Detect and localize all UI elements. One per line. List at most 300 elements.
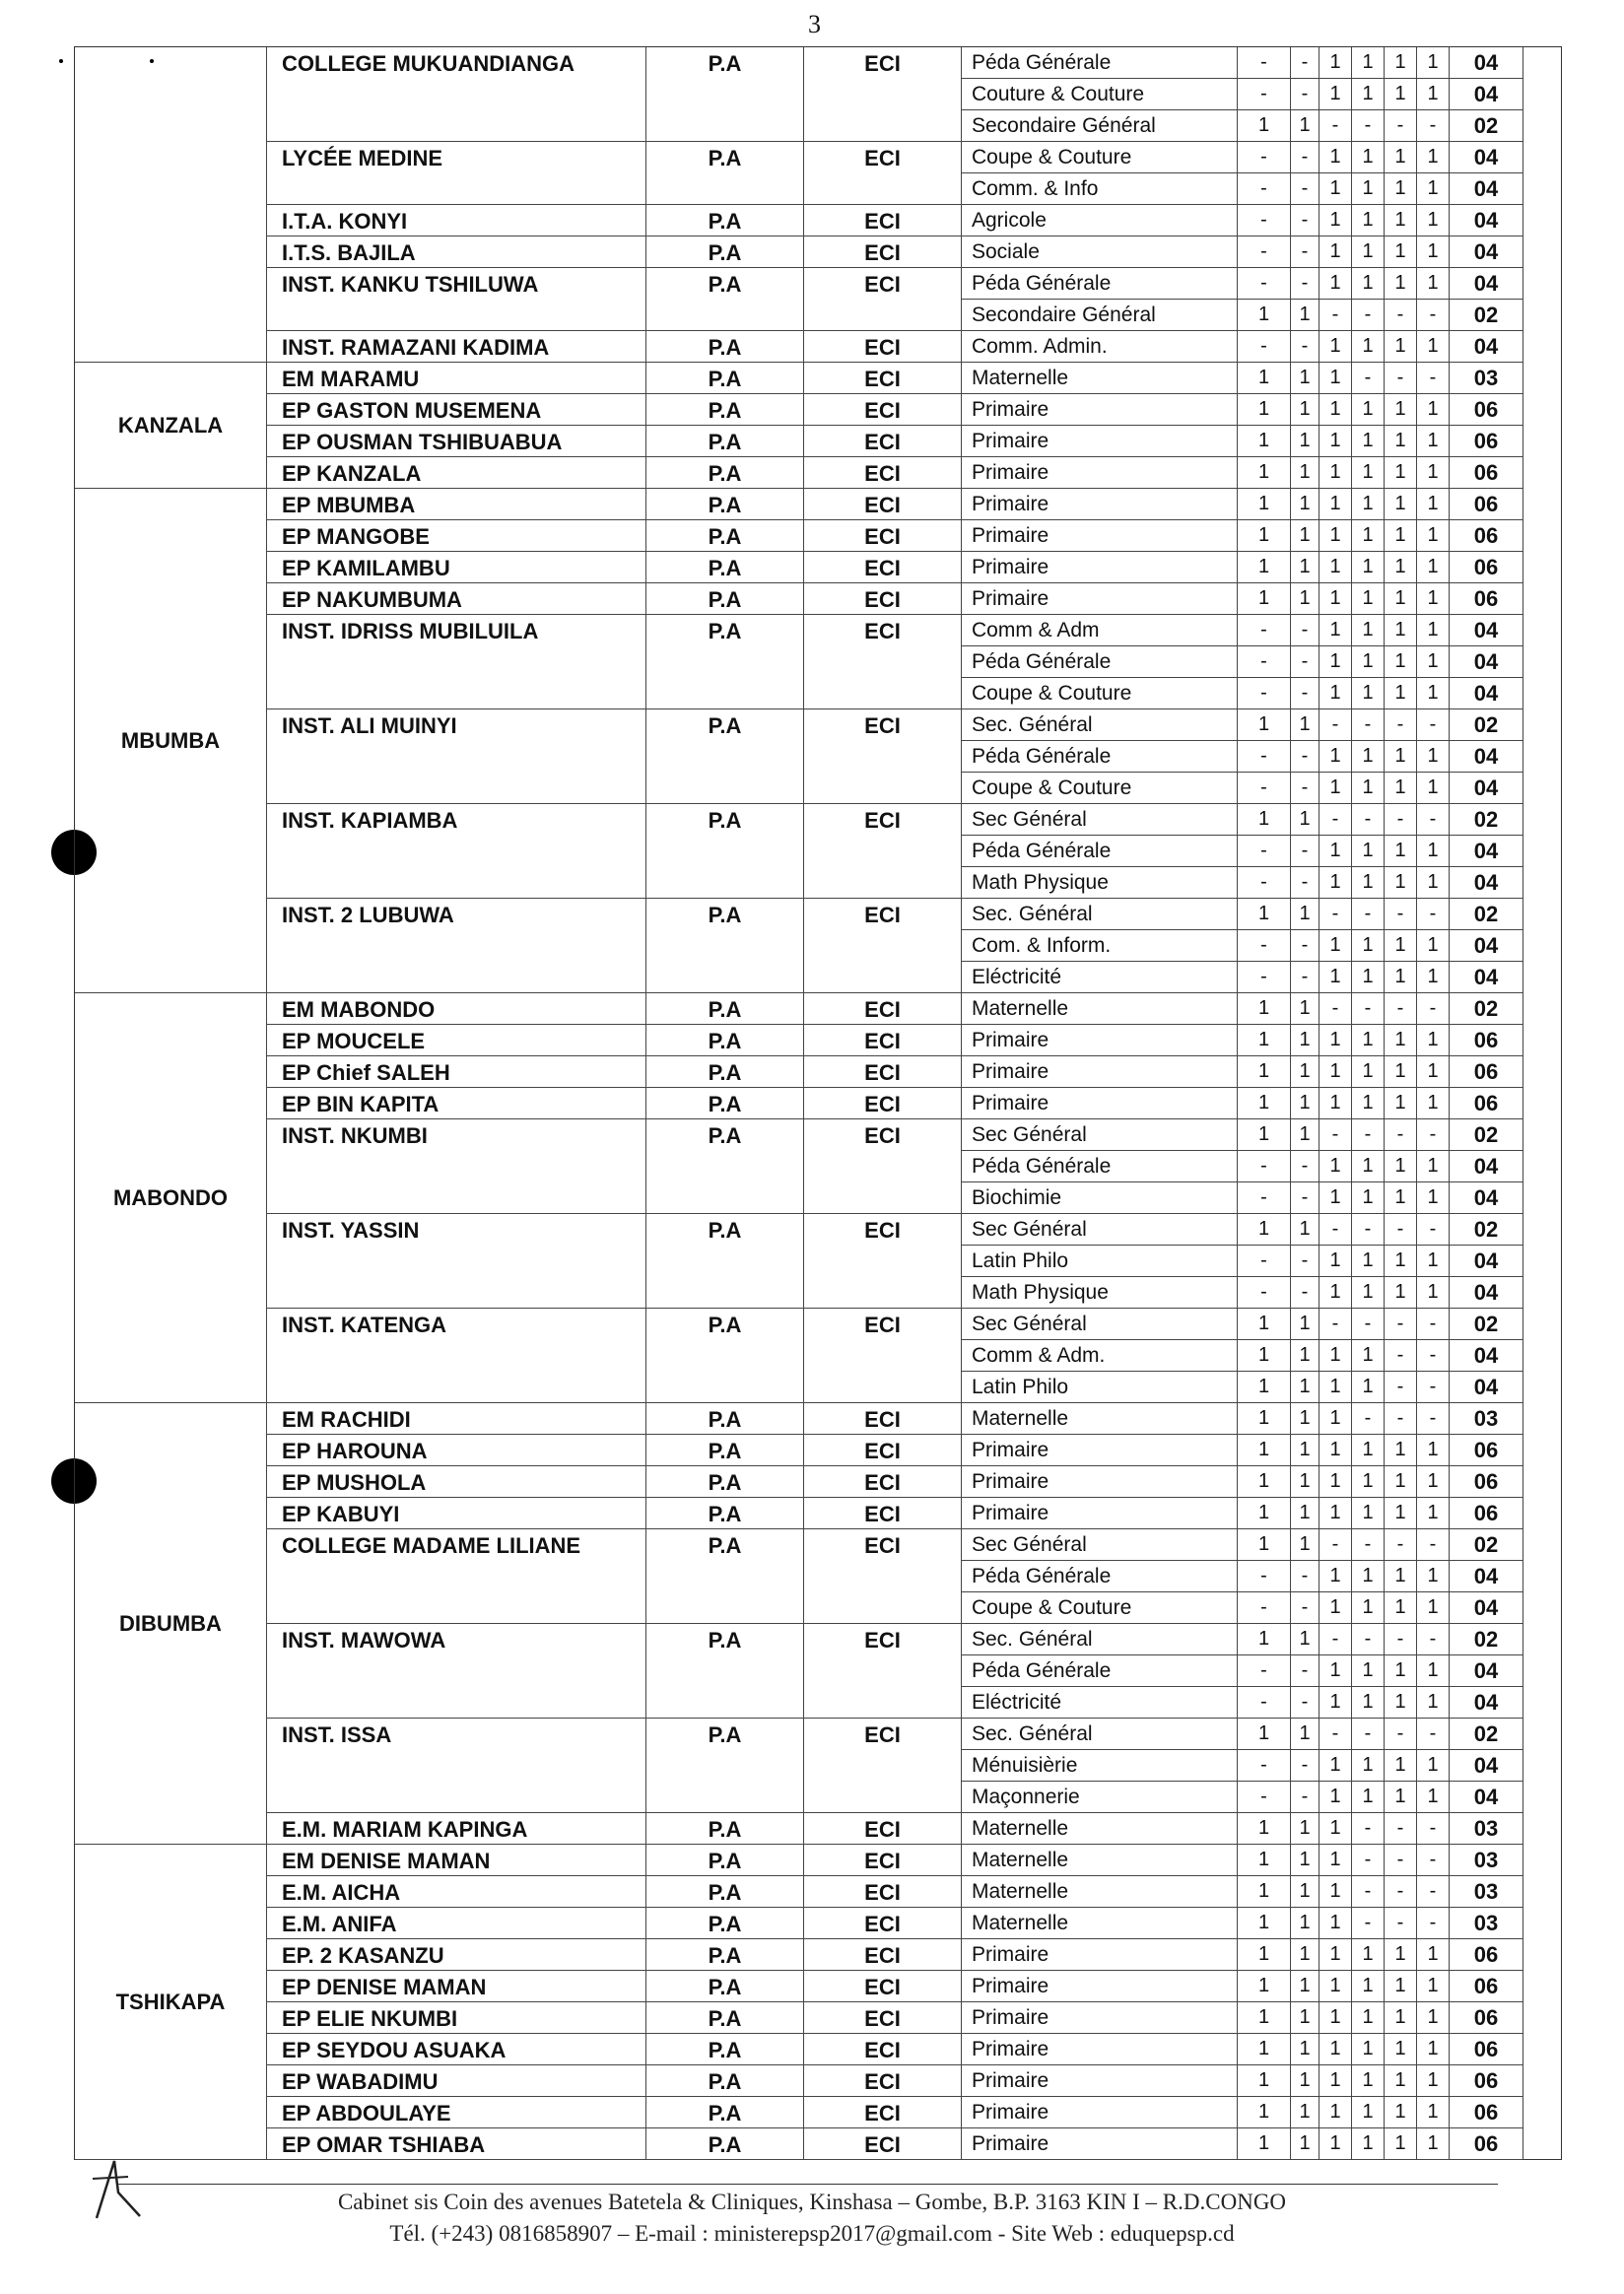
school-name: EP OUSMAN TSHIBUABUA — [267, 426, 646, 457]
class-count: - — [1291, 1655, 1320, 1687]
class-count: 1 — [1385, 2097, 1417, 2128]
class-count: 1 — [1417, 173, 1450, 205]
school-status: P.A — [646, 205, 804, 236]
class-count: 1 — [1352, 1182, 1385, 1214]
class-count: 1 — [1352, 47, 1385, 79]
class-count: 1 — [1352, 867, 1385, 899]
class-count: - — [1417, 110, 1450, 142]
class-count: 1 — [1385, 1151, 1417, 1182]
section-total: 06 — [1450, 520, 1523, 552]
section-name: Secondaire Général — [962, 300, 1238, 331]
section-total: 04 — [1450, 331, 1523, 363]
class-count: 1 — [1320, 394, 1352, 426]
class-count: 1 — [1417, 2065, 1450, 2097]
school-status: P.A — [646, 1056, 804, 1088]
school-regime: ECI — [804, 1056, 962, 1088]
class-count: 1 — [1352, 2097, 1385, 2128]
section-total: 04 — [1450, 79, 1523, 110]
class-count: 1 — [1352, 142, 1385, 173]
section-name: Maternelle — [962, 1845, 1238, 1876]
class-count: 1 — [1385, 2034, 1417, 2065]
class-count: - — [1320, 1309, 1352, 1340]
school-status: P.A — [646, 2128, 804, 2160]
class-count: 1 — [1320, 552, 1352, 583]
class-count: 1 — [1417, 47, 1450, 79]
school-status: P.A — [646, 1845, 804, 1876]
class-count: 1 — [1385, 173, 1417, 205]
school-regime: ECI — [804, 426, 962, 457]
school-regime: ECI — [804, 2128, 962, 2160]
class-count: 1 — [1291, 1971, 1320, 2002]
class-count: - — [1291, 1277, 1320, 1309]
class-count: - — [1385, 1372, 1417, 1403]
class-count: - — [1385, 110, 1417, 142]
section-total: 04 — [1450, 1687, 1523, 1719]
class-count: 1 — [1238, 1309, 1291, 1340]
section-name: Com. & Inform. — [962, 930, 1238, 962]
section-name: Primaire — [962, 2002, 1238, 2034]
school-status: P.A — [646, 1939, 804, 1971]
class-count: 1 — [1417, 2097, 1450, 2128]
section-total: 06 — [1450, 1435, 1523, 1466]
class-count: 1 — [1385, 79, 1417, 110]
class-count: 1 — [1320, 1025, 1352, 1056]
class-count: 1 — [1417, 1498, 1450, 1529]
class-count: 1 — [1385, 646, 1417, 678]
section-name: Primaire — [962, 1435, 1238, 1466]
section-total: 02 — [1450, 1719, 1523, 1750]
section-total: 06 — [1450, 1056, 1523, 1088]
class-count: 1 — [1417, 552, 1450, 583]
class-count: 1 — [1291, 709, 1320, 741]
class-count: 1 — [1417, 836, 1450, 867]
section-total: 04 — [1450, 646, 1523, 678]
class-count: 1 — [1238, 552, 1291, 583]
class-count: - — [1352, 1214, 1385, 1246]
class-count: 1 — [1291, 1529, 1320, 1561]
school-status: P.A — [646, 236, 804, 268]
class-count: 1 — [1238, 804, 1291, 836]
class-count: 1 — [1385, 205, 1417, 236]
section-total: 06 — [1450, 1025, 1523, 1056]
class-count: 1 — [1352, 1151, 1385, 1182]
class-count: 1 — [1417, 268, 1450, 300]
region-name: DIBUMBA — [75, 1403, 267, 1845]
class-count: 1 — [1320, 489, 1352, 520]
school-status: P.A — [646, 426, 804, 457]
class-count: 1 — [1320, 1971, 1352, 2002]
footer-rule — [118, 2184, 1498, 2185]
class-count: 1 — [1385, 615, 1417, 646]
section-name: Couture & Couture — [962, 79, 1238, 110]
region-name: KANZALA — [75, 363, 267, 489]
class-count: - — [1417, 709, 1450, 741]
section-name: Péda Générale — [962, 47, 1238, 79]
class-count: - — [1238, 205, 1291, 236]
section-name: Primaire — [962, 457, 1238, 489]
school-status: P.A — [646, 47, 804, 142]
class-count: - — [1385, 1813, 1417, 1845]
class-count: 1 — [1352, 583, 1385, 615]
class-count: 1 — [1238, 394, 1291, 426]
school-name: I.T.S. BAJILA — [267, 236, 646, 268]
section-name: Sec Général — [962, 1214, 1238, 1246]
class-count: 1 — [1291, 1813, 1320, 1845]
section-total: 04 — [1450, 1246, 1523, 1277]
class-count: - — [1238, 1277, 1291, 1309]
class-count: 1 — [1291, 2128, 1320, 2160]
school-name: EP NAKUMBUMA — [267, 583, 646, 615]
section-total: 02 — [1450, 899, 1523, 930]
class-count: - — [1417, 1813, 1450, 1845]
class-count: 1 — [1352, 489, 1385, 520]
class-count: 1 — [1417, 1277, 1450, 1309]
school-name: LYCÉE MEDINE — [267, 142, 646, 205]
region-name: TSHIKAPA — [75, 1845, 267, 2160]
class-count: - — [1385, 709, 1417, 741]
class-count: 1 — [1352, 79, 1385, 110]
class-count: 1 — [1320, 1498, 1352, 1529]
school-name: E.M. ANIFA — [267, 1908, 646, 1939]
class-count: - — [1417, 804, 1450, 836]
class-count: - — [1320, 300, 1352, 331]
class-count: 1 — [1417, 1561, 1450, 1592]
class-count: - — [1417, 1403, 1450, 1435]
class-count: - — [1385, 1214, 1417, 1246]
class-count: 1 — [1320, 331, 1352, 363]
class-count: 1 — [1352, 552, 1385, 583]
class-count: 1 — [1320, 2128, 1352, 2160]
section-name: Primaire — [962, 2097, 1238, 2128]
class-count: 1 — [1385, 1498, 1417, 1529]
school-name: EP ELIE NKUMBI — [267, 2002, 646, 2034]
class-count: - — [1352, 1403, 1385, 1435]
class-count: 1 — [1320, 1561, 1352, 1592]
section-name: Péda Générale — [962, 741, 1238, 773]
section-total: 04 — [1450, 1340, 1523, 1372]
school-name: EP KAMILAMBU — [267, 552, 646, 583]
class-count: 1 — [1417, 2128, 1450, 2160]
school-regime: ECI — [804, 457, 962, 489]
class-count: - — [1291, 1592, 1320, 1624]
class-count: 1 — [1238, 363, 1291, 394]
school-regime: ECI — [804, 1908, 962, 1939]
class-count: 1 — [1291, 1340, 1320, 1372]
class-count: - — [1238, 1246, 1291, 1277]
class-count: 1 — [1320, 615, 1352, 646]
class-count: - — [1238, 331, 1291, 363]
class-count: - — [1291, 836, 1320, 867]
school-name: INST. KAPIAMBA — [267, 804, 646, 899]
section-total: 04 — [1450, 205, 1523, 236]
school-name: EM DENISE MAMAN — [267, 1845, 646, 1876]
class-count: 1 — [1320, 426, 1352, 457]
class-count: - — [1385, 1719, 1417, 1750]
class-count: 1 — [1238, 520, 1291, 552]
class-count: 1 — [1238, 1845, 1291, 1876]
class-count: 1 — [1238, 1908, 1291, 1939]
school-name: E.M. MARIAM KAPINGA — [267, 1813, 646, 1845]
school-name: EP WABADIMU — [267, 2065, 646, 2097]
school-regime: ECI — [804, 2002, 962, 2034]
class-count: - — [1352, 1813, 1385, 1845]
class-count: 1 — [1238, 1403, 1291, 1435]
class-count: 1 — [1238, 457, 1291, 489]
school-regime: ECI — [804, 1309, 962, 1403]
class-count: 1 — [1320, 773, 1352, 804]
school-regime: ECI — [804, 1498, 962, 1529]
class-count: 1 — [1352, 2128, 1385, 2160]
class-count: 1 — [1291, 1845, 1320, 1876]
section-total: 06 — [1450, 457, 1523, 489]
class-count: 1 — [1417, 205, 1450, 236]
class-count: 1 — [1291, 1624, 1320, 1655]
section-total: 02 — [1450, 1309, 1523, 1340]
section-name: Math Physique — [962, 867, 1238, 899]
section-total: 06 — [1450, 583, 1523, 615]
class-count: 1 — [1238, 110, 1291, 142]
class-count: 1 — [1238, 899, 1291, 930]
class-count: 1 — [1352, 1466, 1385, 1498]
class-count: 1 — [1417, 426, 1450, 457]
school-name: EP Chief SALEH — [267, 1056, 646, 1088]
school-status: P.A — [646, 2097, 804, 2128]
class-count: 1 — [1385, 2128, 1417, 2160]
school-regime: ECI — [804, 2065, 962, 2097]
class-count: 1 — [1320, 1687, 1352, 1719]
school-regime: ECI — [804, 1719, 962, 1813]
class-count: - — [1238, 236, 1291, 268]
class-count: - — [1417, 363, 1450, 394]
school-name: EP SEYDOU ASUAKA — [267, 2034, 646, 2065]
class-count: 1 — [1320, 1340, 1352, 1372]
class-count: 1 — [1320, 363, 1352, 394]
class-count: 1 — [1320, 1056, 1352, 1088]
class-count: 1 — [1385, 1750, 1417, 1782]
section-total: 02 — [1450, 1529, 1523, 1561]
class-count: 1 — [1385, 930, 1417, 962]
section-total: 02 — [1450, 110, 1523, 142]
class-count: 1 — [1417, 678, 1450, 709]
class-count: 1 — [1417, 1246, 1450, 1277]
class-count: 1 — [1320, 1277, 1352, 1309]
school-name: INST. KATENGA — [267, 1309, 646, 1403]
class-count: 1 — [1352, 2034, 1385, 2065]
school-regime: ECI — [804, 1214, 962, 1309]
section-name: Primaire — [962, 1498, 1238, 1529]
section-name: Sec Général — [962, 804, 1238, 836]
class-count: 1 — [1417, 930, 1450, 962]
class-count: - — [1238, 741, 1291, 773]
school-regime: ECI — [804, 394, 962, 426]
class-count: - — [1385, 1340, 1417, 1372]
school-regime: ECI — [804, 1876, 962, 1908]
section-name: Comm & Adm — [962, 615, 1238, 646]
class-count: 1 — [1417, 1025, 1450, 1056]
class-count: 1 — [1320, 457, 1352, 489]
class-count: - — [1291, 1687, 1320, 1719]
class-count: - — [1320, 993, 1352, 1025]
school-name: INST. KANKU TSHILUWA — [267, 268, 646, 331]
class-count: 1 — [1385, 867, 1417, 899]
section-total: 06 — [1450, 2034, 1523, 2065]
school-regime: ECI — [804, 142, 962, 205]
school-name: INST. RAMAZANI KADIMA — [267, 331, 646, 363]
class-count: 1 — [1291, 1309, 1320, 1340]
section-name: Sec Général — [962, 1119, 1238, 1151]
class-count: 1 — [1417, 1592, 1450, 1624]
school-regime: ECI — [804, 268, 962, 331]
class-count: - — [1291, 79, 1320, 110]
section-total: 04 — [1450, 867, 1523, 899]
class-count: 1 — [1352, 1782, 1385, 1813]
class-count: - — [1417, 899, 1450, 930]
school-regime: ECI — [804, 615, 962, 709]
school-status: P.A — [646, 1309, 804, 1403]
class-count: - — [1291, 1782, 1320, 1813]
class-count: 1 — [1417, 773, 1450, 804]
class-count: - — [1238, 268, 1291, 300]
class-count: 1 — [1320, 1782, 1352, 1813]
section-name: Péda Générale — [962, 1561, 1238, 1592]
class-count: - — [1385, 300, 1417, 331]
section-total: 02 — [1450, 1624, 1523, 1655]
school-regime: ECI — [804, 47, 962, 142]
school-status: P.A — [646, 615, 804, 709]
class-count: - — [1238, 930, 1291, 962]
class-count: 1 — [1417, 489, 1450, 520]
section-name: Agricole — [962, 205, 1238, 236]
section-name: Primaire — [962, 1056, 1238, 1088]
class-count: 1 — [1385, 1939, 1417, 1971]
school-status: P.A — [646, 1088, 804, 1119]
section-name: Secondaire Général — [962, 110, 1238, 142]
class-count: 1 — [1320, 2097, 1352, 2128]
class-count: 1 — [1291, 2034, 1320, 2065]
class-count: - — [1291, 173, 1320, 205]
school-regime: ECI — [804, 1088, 962, 1119]
class-count: 1 — [1352, 426, 1385, 457]
school-status: P.A — [646, 552, 804, 583]
class-count: 1 — [1238, 1435, 1291, 1466]
class-count: 1 — [1352, 268, 1385, 300]
class-count: 1 — [1238, 1498, 1291, 1529]
school-name: EP DENISE MAMAN — [267, 1971, 646, 2002]
class-count: - — [1385, 993, 1417, 1025]
class-count: 1 — [1385, 1088, 1417, 1119]
class-count: 1 — [1352, 1056, 1385, 1088]
section-total: 04 — [1450, 1750, 1523, 1782]
school-name: EP MANGOBE — [267, 520, 646, 552]
class-count: - — [1417, 1214, 1450, 1246]
class-count: 1 — [1417, 615, 1450, 646]
class-count: 1 — [1352, 1025, 1385, 1056]
class-count: 1 — [1291, 1372, 1320, 1403]
class-count: 1 — [1320, 2002, 1352, 2034]
class-count: 1 — [1291, 2065, 1320, 2097]
class-count: 1 — [1238, 300, 1291, 331]
class-count: 1 — [1320, 1750, 1352, 1782]
school-name: EM RACHIDI — [267, 1403, 646, 1435]
school-status: P.A — [646, 2034, 804, 2065]
school-regime: ECI — [804, 331, 962, 363]
school-regime: ECI — [804, 709, 962, 804]
school-status: P.A — [646, 1119, 804, 1214]
school-regime: ECI — [804, 1435, 962, 1466]
class-count: 1 — [1417, 1056, 1450, 1088]
school-status: P.A — [646, 1403, 804, 1435]
class-count: 1 — [1352, 394, 1385, 426]
section-name: Primaire — [962, 583, 1238, 615]
class-count: - — [1352, 363, 1385, 394]
class-count: - — [1291, 930, 1320, 962]
class-count: 1 — [1352, 646, 1385, 678]
section-name: Primaire — [962, 394, 1238, 426]
section-total: 06 — [1450, 1088, 1523, 1119]
class-count: - — [1352, 1624, 1385, 1655]
class-count: 1 — [1352, 1498, 1385, 1529]
class-count: - — [1385, 1403, 1417, 1435]
class-count: 1 — [1320, 1182, 1352, 1214]
section-name: Sec. Général — [962, 1624, 1238, 1655]
class-count: - — [1238, 47, 1291, 79]
class-count: 1 — [1417, 1088, 1450, 1119]
class-count: - — [1417, 1719, 1450, 1750]
class-count: 1 — [1385, 142, 1417, 173]
class-count: 1 — [1291, 1435, 1320, 1466]
class-count: 1 — [1385, 1277, 1417, 1309]
class-count: 1 — [1385, 2065, 1417, 2097]
class-count: - — [1291, 867, 1320, 899]
section-name: Sec Général — [962, 1309, 1238, 1340]
class-count: 1 — [1352, 1592, 1385, 1624]
class-count: - — [1352, 110, 1385, 142]
section-total: 04 — [1450, 1782, 1523, 1813]
class-count: - — [1320, 1119, 1352, 1151]
class-count: 1 — [1385, 268, 1417, 300]
section-name: Primaire — [962, 1025, 1238, 1056]
class-count: 1 — [1417, 2034, 1450, 2065]
class-count: 1 — [1385, 236, 1417, 268]
section-name: Coupe & Couture — [962, 678, 1238, 709]
section-total: 03 — [1450, 1845, 1523, 1876]
school-status: P.A — [646, 489, 804, 520]
class-count: - — [1352, 1309, 1385, 1340]
class-count: 1 — [1385, 741, 1417, 773]
class-count: 1 — [1352, 1372, 1385, 1403]
school-regime: ECI — [804, 899, 962, 993]
page-number: 3 — [808, 10, 821, 38]
section-total: 02 — [1450, 1214, 1523, 1246]
class-count: - — [1417, 1845, 1450, 1876]
class-count: - — [1291, 331, 1320, 363]
class-count: 1 — [1320, 236, 1352, 268]
section-name: Primaire — [962, 2128, 1238, 2160]
class-count: 1 — [1385, 1466, 1417, 1498]
section-name: Péda Générale — [962, 1655, 1238, 1687]
school-name: EP HAROUNA — [267, 1435, 646, 1466]
class-count: 1 — [1385, 1182, 1417, 1214]
section-total: 04 — [1450, 236, 1523, 268]
class-count: 1 — [1320, 1372, 1352, 1403]
school-regime: ECI — [804, 552, 962, 583]
school-name: EP GASTON MUSEMENA — [267, 394, 646, 426]
school-status: P.A — [646, 268, 804, 331]
school-name: EP MBUMBA — [267, 489, 646, 520]
school-status: P.A — [646, 363, 804, 394]
class-count: 1 — [1320, 1466, 1352, 1498]
class-count: 1 — [1385, 2002, 1417, 2034]
